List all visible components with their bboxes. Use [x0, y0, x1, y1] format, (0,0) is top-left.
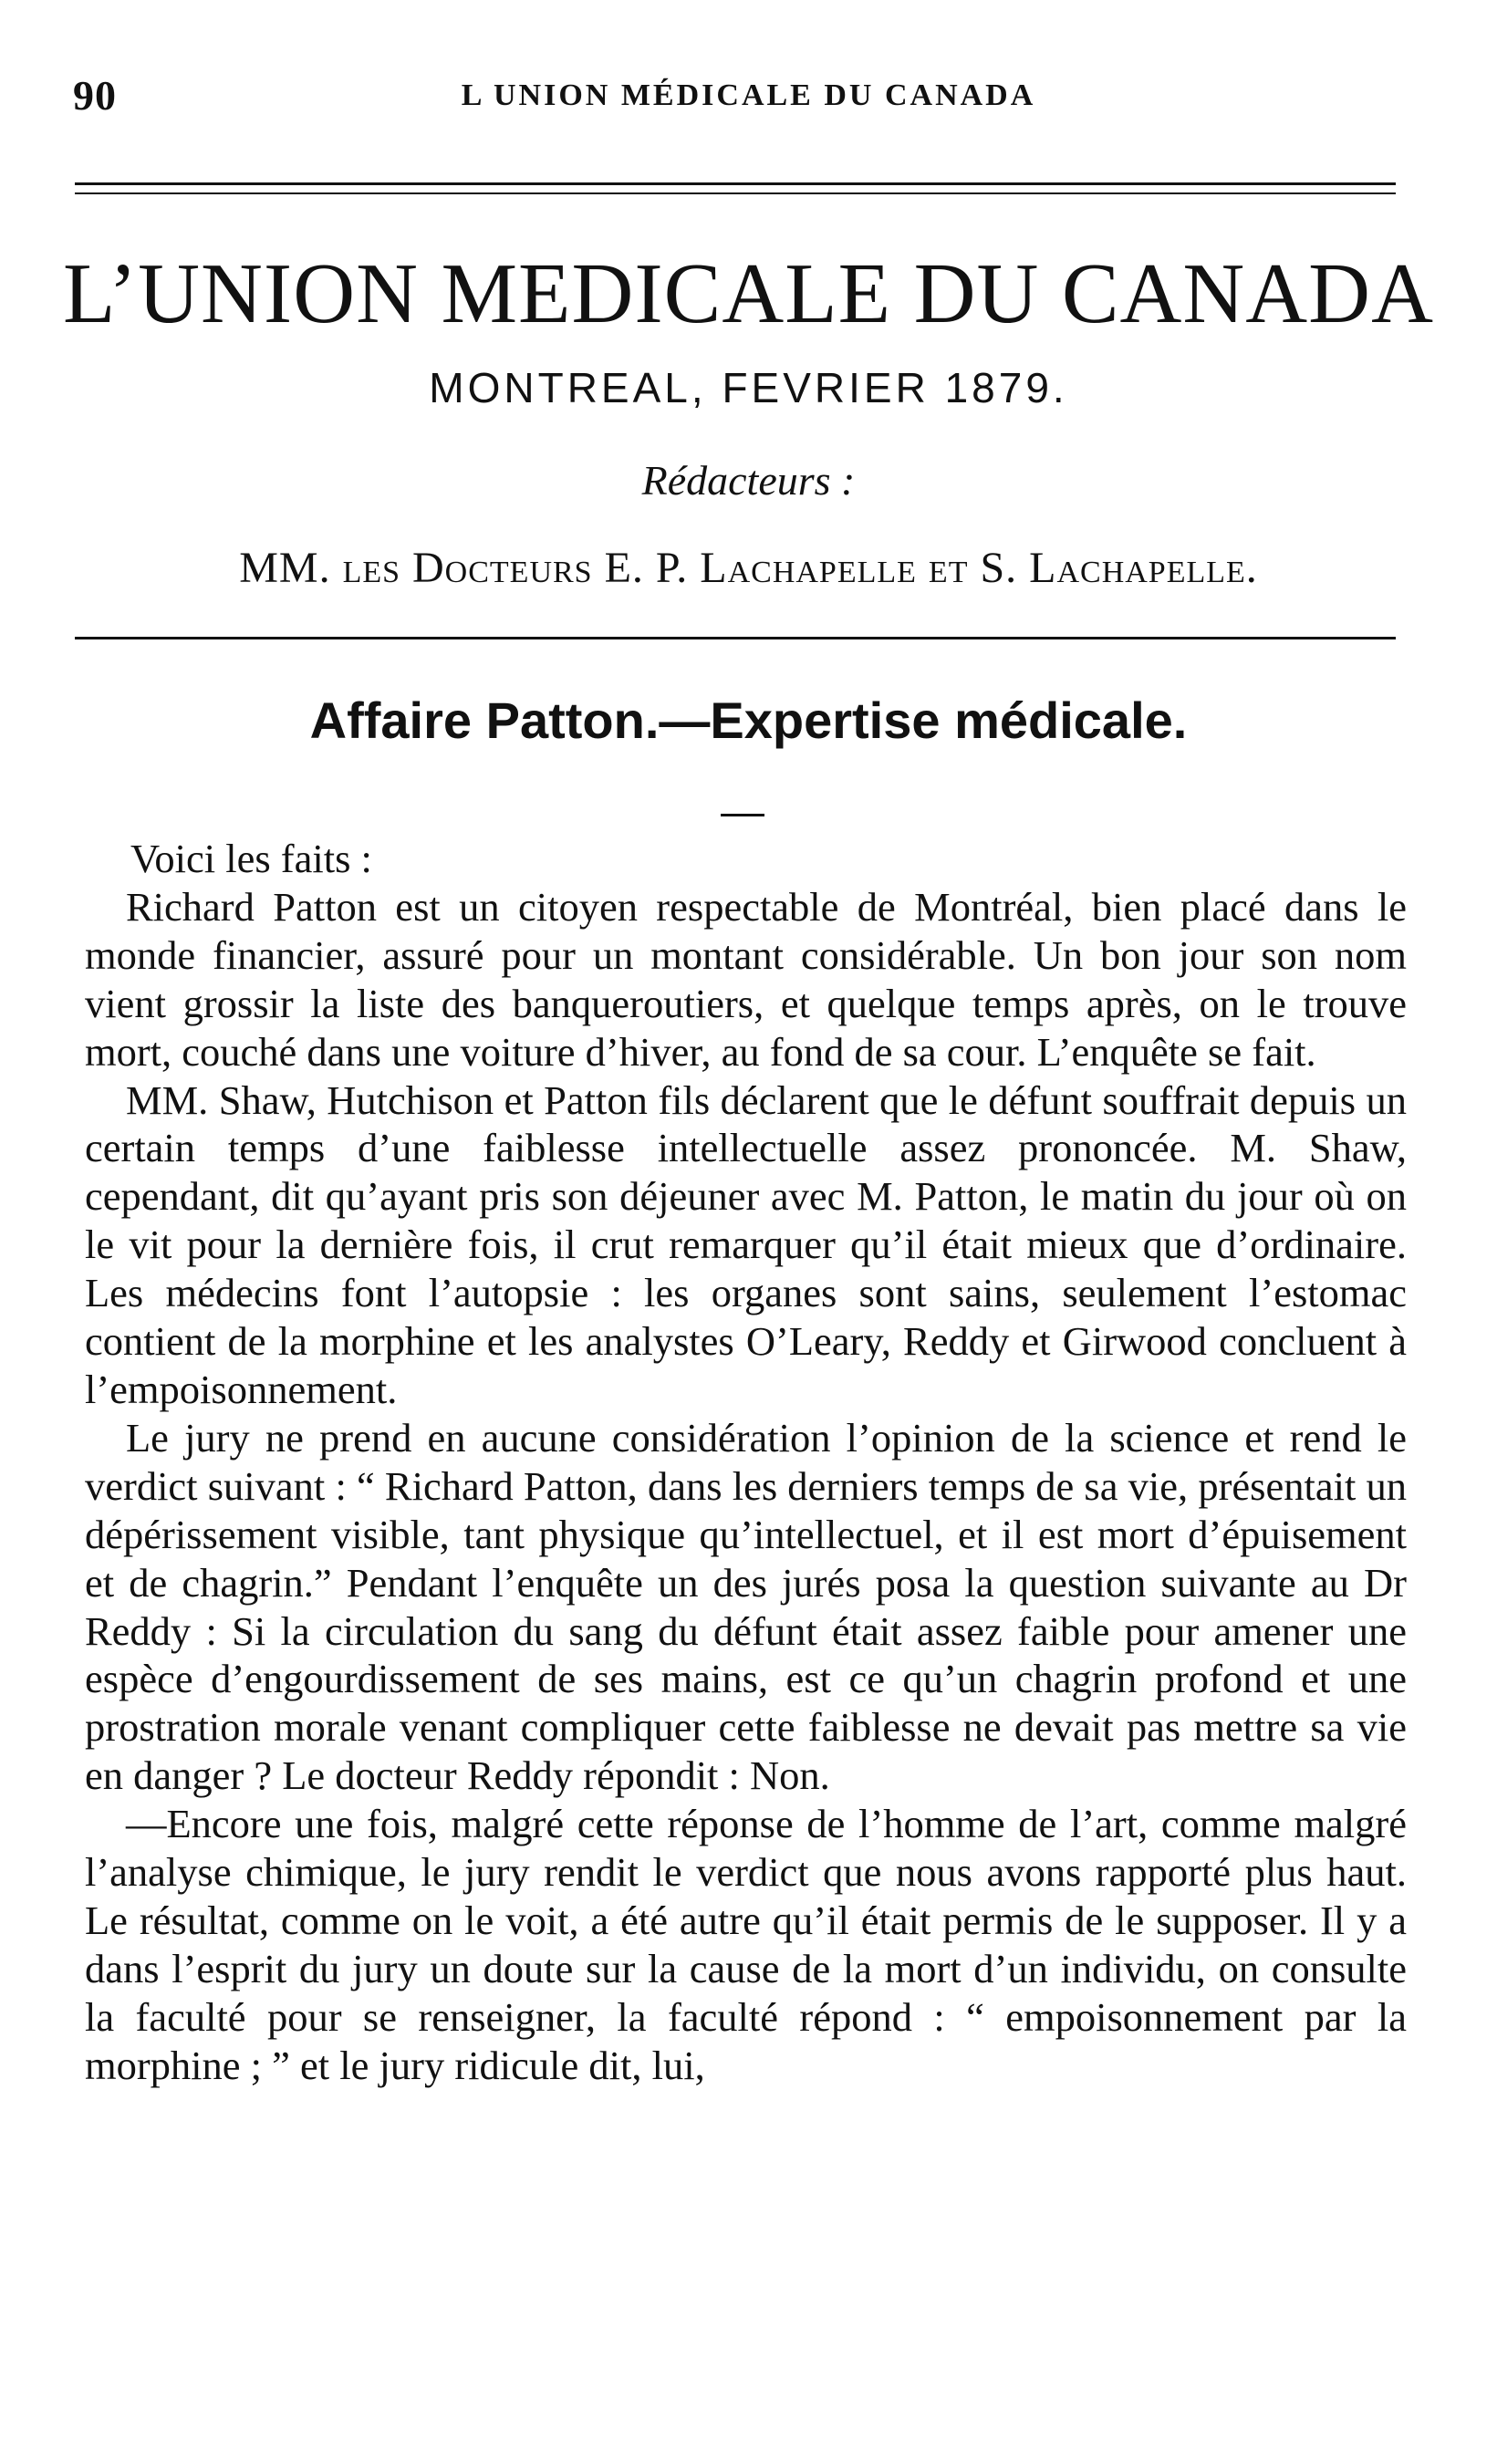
editors-label: Rédacteurs : [641, 457, 856, 504]
title-dash-divider [721, 814, 764, 816]
masthead-title: L’UNION MEDICALE DU CANADA [63, 246, 1434, 341]
dateline: MONTREAL, FEVRIER 1879. [429, 364, 1068, 411]
header-double-rule [75, 182, 1396, 194]
paragraph: Le jury ne prend en aucune considération l’opinion de la science et rend le verdict suivant : “ Richard Patton, dans les derniers temps de sa vie, présentait un dépérissement visible, tant physique qu’intellectuel, et il est mort d’épuisement et de chagrin.” Pendant l’enquête un des jurés posa la question suivante au Dr Reddy : Si la circulation du sang du défunt était assez faible pour amener une espèce d’engourdissement de ses mains, est ce qu’un chagrin profond et une prostration morale venant compliquer cette faiblesse ne devait pas mettre sa vie en danger ? Le docteur Reddy répondit : Non. [85, 1414, 1407, 1799]
article-title: Affaire Patton.—Expertise médicale. [309, 691, 1188, 749]
paragraph: Voici les faits : [130, 836, 372, 881]
paragraph: —Encore une fois, malgré cette réponse de l’homme de l’art, comme malgré l’analyse chimique, le jury rendit le verdict que nous avons rapporté plus haut. Le résultat, comme on le voit, a été autre qu’il était permis de le supposer. Il y a dans l’esprit du jury un doute sur la cause de la mort d’un individu, on consulte la faculté pour se renseigner, la faculté répond : “ empoisonnement par la morphine ; ” et le jury ridicule dit, lui, [85, 1801, 1407, 2088]
editors-names: MM. les Docteurs E. P. Lachapelle et S. Lachapelle. [239, 544, 1258, 592]
running-header [73, 71, 1424, 126]
running-title: L UNION MÉDICALE DU CANADA [461, 78, 1036, 112]
masthead-rule [75, 637, 1396, 639]
article-body [85, 835, 1407, 2090]
paragraph: Richard Patton est un citoyen respectable de Montréal, bien placé dans le monde financier, assuré pour un montant considérable. Un bon jour son nom vient grossir la liste des banqueroutiers, et quelque temps après, on le trouve mort, couché dans une voiture d’hiver, au fond de sa cour. L’enquête se fait. [85, 883, 1407, 1075]
paragraph: MM. Shaw, Hutchison et Patton fils déclarent que le défunt souffrait depuis un certain temps d’une faiblesse intellectuelle assez prononcée. M. Shaw, cependant, dit qu’ayant pris son déjeuner avec M. Patton, le matin du jour où on le vit pour la dernière fois, il crut remarquer qu’il était mieux que d’ordinaire. Les médecins font l’autopsie : les organes sont sains, seulement l’estomac contient de la morphine et les analystes O’Leary, Reddy et Girwood concluent à l’empoisonnement. [85, 1076, 1407, 1412]
page-number: 90 [73, 72, 117, 119]
